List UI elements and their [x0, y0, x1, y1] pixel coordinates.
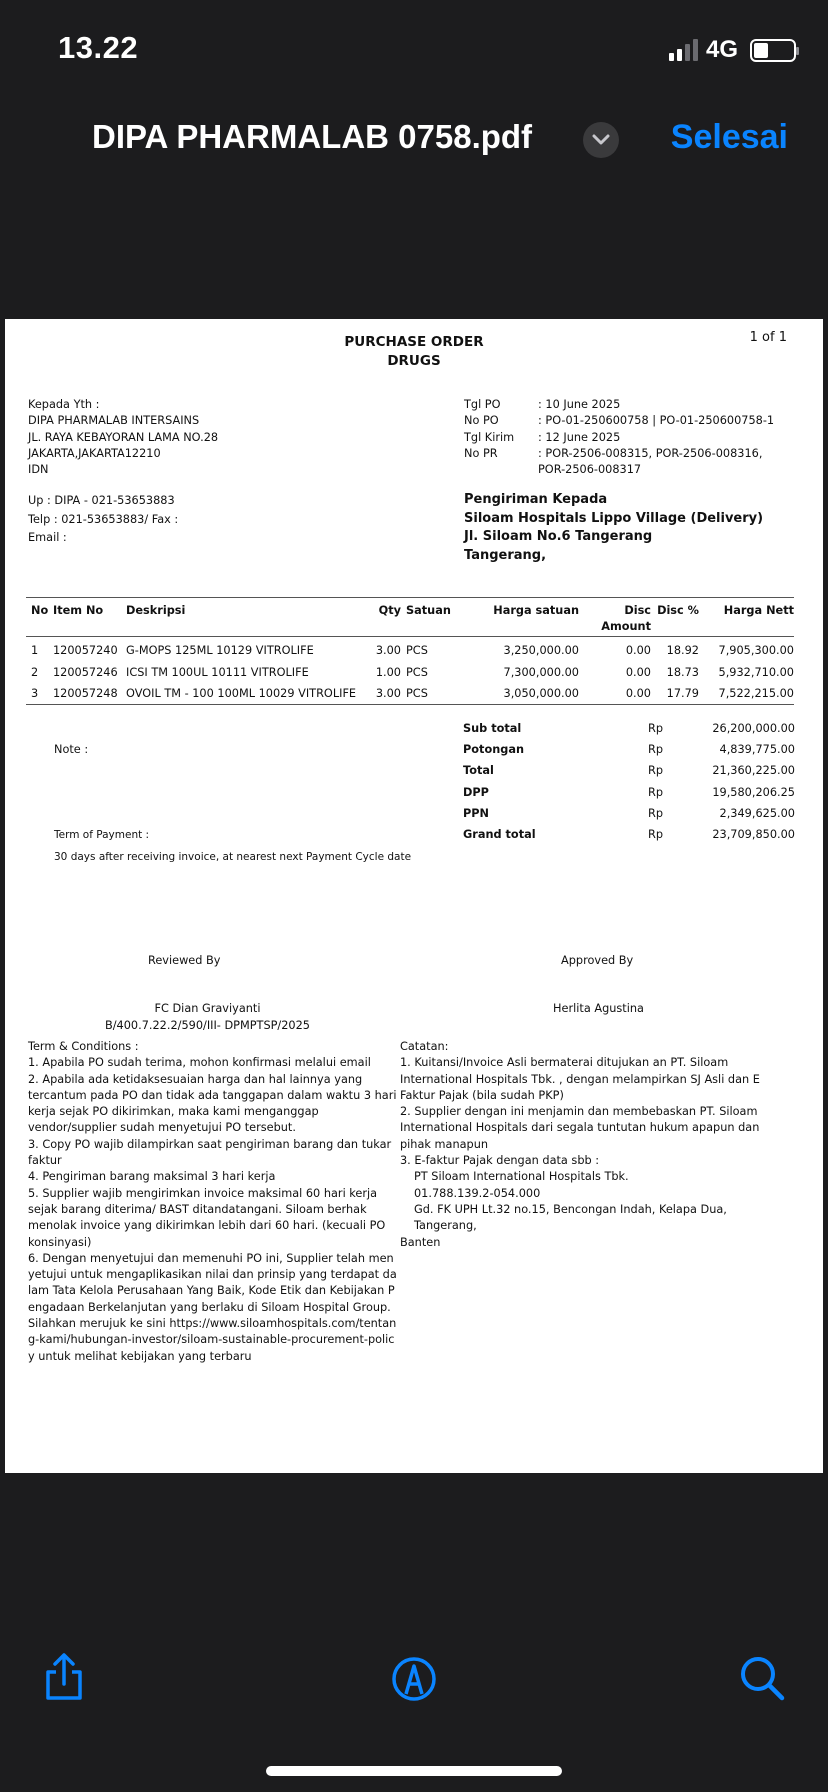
header-disc-pct: Disc % — [657, 604, 699, 617]
cell-item: 120057240 — [53, 644, 118, 657]
cell-no: 3 — [31, 687, 39, 700]
terms-title: Term & Conditions : — [28, 1040, 139, 1053]
term-of-payment-text: 30 days after receiving invoice, at nearest next Payment Cycle date — [54, 851, 412, 863]
meta-value: : 10 June 2025 — [538, 398, 621, 411]
catatan-detail: PT Siloam International Hospitals Tbk. — [414, 1170, 629, 1184]
cell-no: 2 — [31, 665, 39, 679]
cell-desc: OVOIL TM - 100 100ML 10029 VITROLIFE — [126, 687, 357, 700]
po-meta — [464, 397, 788, 478]
cell-desc: ICSI TM 100UL 10111 VITROLIFE — [126, 665, 309, 679]
catatan-notes — [400, 1039, 792, 1251]
terms-item: 1. Apabila PO sudah terima, mohon konfirmasi melalui email — [28, 1056, 371, 1070]
meta-value: : POR-2506-008315, POR-2506-008316, POR-2506-008317 — [538, 446, 763, 477]
meta-key: Tgl PO — [464, 398, 501, 411]
summary-row — [463, 824, 795, 845]
header-nett: Harga Nett — [723, 604, 794, 617]
summary-currency: Rp — [648, 743, 664, 757]
pdf-page[interactable] — [5, 319, 823, 1473]
summary-currency: Rp — [648, 785, 664, 799]
items-table — [26, 597, 794, 705]
header-no: No — [31, 604, 49, 617]
cell-nett: 7,905,300.00 — [718, 644, 794, 657]
catatan-detail: Banten — [400, 1235, 441, 1249]
cell-qty: 3.00 — [375, 687, 401, 700]
cell-harga: 3,250,000.00 — [503, 644, 579, 657]
header-qty: Qty — [378, 604, 401, 617]
summary-amount: 2,349,625.00 — [719, 806, 795, 820]
terms-item: 3. Copy PO wajib dilampirkan saat pengiriman barang dan tukar faktur — [28, 1137, 392, 1168]
cell-disc-amount: 0.00 — [625, 687, 651, 700]
summary-currency: Rp — [648, 806, 664, 820]
reviewed-by-label: Reviewed By — [148, 954, 221, 967]
markup-icon[interactable] — [390, 1652, 438, 1704]
catatan-title: Catatan: — [400, 1040, 449, 1053]
contact-line: Telp : 021-53653883/ Fax : — [28, 512, 179, 526]
summary-row — [463, 718, 795, 739]
summary-amount: 23,709,850.00 — [712, 828, 795, 842]
note-label: Note : — [54, 743, 89, 756]
summary-amount: 4,839,775.00 — [719, 743, 795, 757]
approver-name: Herlita Agustina — [553, 1002, 644, 1015]
table-row — [26, 680, 794, 702]
catatan-detail: Gd. FK UPH Lt.32 no.15, Bencongan Indah, Kelapa Dua, Tangerang, — [414, 1202, 727, 1233]
po-title-line2: DRUGS — [387, 353, 441, 369]
share-icon[interactable] — [40, 1652, 88, 1704]
cell-satuan: PCS — [406, 687, 428, 700]
summary-label: Grand total — [463, 828, 536, 842]
contact-info — [28, 492, 178, 548]
document-title[interactable]: DIPA PHARMALAB 0758.pdf — [92, 118, 533, 155]
address-line: IDN — [28, 463, 49, 477]
page-count: 1 of 1 — [749, 330, 787, 345]
search-icon[interactable] — [738, 1652, 786, 1704]
summary-amount: 19,580,206.25 — [712, 785, 795, 799]
meta-row — [464, 446, 788, 479]
header-disc-amount: Disc Amount — [601, 604, 651, 633]
battery-icon — [750, 39, 796, 62]
meta-row — [464, 413, 788, 429]
summary-row — [463, 782, 795, 803]
address-line: JL. RAYA KEBAYORAN LAMA NO.28 — [28, 430, 219, 444]
summary-currency: Rp — [648, 828, 664, 842]
status-indicators — [669, 36, 796, 64]
table-row — [26, 637, 794, 659]
meta-row — [464, 430, 788, 446]
cell-desc: G-MOPS 125ML 10129 VITROLIFE — [126, 644, 314, 657]
table-row — [26, 659, 794, 681]
address-line: JAKARTA,JAKARTA12210 — [28, 446, 161, 460]
cell-disc-amount: 0.00 — [625, 665, 651, 679]
po-title-line1: PURCHASE ORDER — [344, 334, 484, 350]
summary-label: PPN — [463, 806, 490, 820]
summary-amount: 21,360,225.00 — [712, 764, 795, 778]
meta-key: No PR — [464, 446, 498, 460]
shipping-line: Tangerang, — [464, 547, 547, 563]
header-item: Item No — [53, 604, 104, 617]
terms-item: 6. Dengan menyetujui dan memenuhi PO ini, Supplier telah menyetujui untuk mengaplikasikan nilai dan prinsip yang terdapat dalam Tata Kelola Perusahaan Yang Baik, Kode Etik dan Kebijakan Pengadaan Berkelanjutan yang berlaku di Siloam Hospital Group. Silahkan merujuk ke sini https://www.siloamhospitals.com/tentang-kami/hubungan-investor/siloam-sustainable-procurement-policy untuk melihat kebijakan yang terbaru — [28, 1251, 397, 1363]
cellular-signal-icon — [669, 39, 698, 61]
address-line: DIPA PHARMALAB INTERSAINS — [28, 414, 200, 428]
shipping-line: Siloam Hospitals Lippo Village (Delivery) — [464, 510, 764, 526]
term-of-payment-label: Term of Payment : — [54, 829, 150, 841]
catatan-detail: 01.788.139.2-054.000 — [414, 1186, 541, 1200]
summary-row — [463, 803, 795, 824]
meta-row — [464, 397, 788, 413]
contact-line: Email : — [28, 531, 67, 544]
summary-label: Total — [463, 764, 494, 778]
summary-label: DPP — [463, 785, 489, 799]
cell-disc-amount: 0.00 — [625, 644, 651, 657]
done-button[interactable]: Selesai — [670, 118, 788, 156]
cell-disc-pct: 18.92 — [666, 644, 699, 657]
chevron-down-icon[interactable] — [583, 122, 619, 158]
terms-item: 4. Pengiriman barang maksimal 3 hari kerja — [28, 1170, 276, 1184]
cell-item: 120057246 — [53, 665, 118, 679]
cell-nett: 7,522,215.00 — [718, 687, 794, 700]
cell-nett: 5,932,710.00 — [718, 665, 794, 679]
cell-harga: 3,050,000.00 — [503, 687, 579, 700]
header-satuan: Satuan — [406, 604, 451, 617]
summary-currency: Rp — [648, 764, 664, 778]
totals-summary — [463, 718, 795, 845]
meta-key: No PO — [464, 414, 499, 428]
terms-item: 5. Supplier wajib mengirimkan invoice maksimal 60 hari kerja sejak barang diterima/ BAST ditandatangani. Siloam berhak menolak invoice yang dikirimkan lebih dari 60 hari. (kecuali PO konsinyasi) — [28, 1186, 386, 1249]
cell-satuan: PCS — [406, 665, 428, 679]
recipient-address — [28, 397, 218, 478]
home-indicator[interactable] — [266, 1766, 562, 1776]
terms-and-conditions — [28, 1039, 398, 1365]
meta-key: Tgl Kirim — [464, 430, 515, 444]
catatan-item: 1. Kuitansi/Invoice Asli bermaterai ditujukan an PT. Siloam International Hospitals Tbk. , dengan melampirkan SJ Asli dan E Faktur Pajak (bila sudah PKP) — [400, 1056, 760, 1102]
summary-row — [463, 760, 795, 781]
contact-line: Up : DIPA - 021-53653883 — [28, 494, 175, 507]
summary-label: Potongan — [463, 743, 524, 757]
reviewer-signature — [105, 1000, 310, 1034]
meta-value: : 12 June 2025 — [538, 430, 621, 444]
approved-by-label: Approved By — [561, 954, 634, 967]
approver-signature — [496, 1000, 701, 1017]
cell-disc-pct: 18.73 — [666, 665, 699, 679]
catatan-item: 3. E-faktur Pajak dengan data sbb : — [400, 1154, 600, 1168]
cell-qty: 1.00 — [375, 665, 401, 679]
status-time: 13.22 — [58, 30, 139, 65]
cell-harga: 7,300,000.00 — [503, 665, 579, 679]
meta-value: : PO-01-250600758 | PO-01-250600758-1 — [538, 414, 775, 428]
shipping-line: Jl. Siloam No.6 Tangerang — [464, 529, 653, 544]
reviewer-id: B/400.7.22.2/590/III- DPMPTSP/2025 — [105, 1019, 310, 1032]
shipping-line: Pengiriman Kepada — [464, 492, 608, 507]
summary-amount: 26,200,000.00 — [712, 722, 795, 735]
table-header — [26, 598, 794, 637]
cell-qty: 3.00 — [375, 644, 401, 657]
summary-row — [463, 739, 795, 760]
po-title — [5, 333, 823, 371]
reviewer-name: FC Dian Graviyanti — [154, 1002, 261, 1015]
terms-item: 2. Apabila ada ketidaksesuaian harga dan hal lainnya yang tercantum pada PO dan tidak ada tanggapan dalam waktu 3 hari kerja sejak PO dikirimkan, maka kami menganggap vendor/supplier sudah menyetujui PO tersebut. — [28, 1072, 397, 1135]
cell-no: 1 — [31, 644, 39, 657]
summary-label: Sub total — [463, 722, 522, 735]
shipping-info — [464, 491, 763, 565]
cell-satuan: PCS — [406, 644, 428, 657]
header-desc: Deskripsi — [126, 604, 186, 617]
summary-currency: Rp — [648, 722, 664, 735]
header-harga: Harga satuan — [493, 604, 579, 617]
network-type: 4G — [705, 36, 738, 63]
cell-item: 120057248 — [53, 687, 118, 700]
address-line: Kepada Yth : — [28, 398, 100, 411]
catatan-item: 2. Supplier dengan ini menjamin dan membebaskan PT. Siloam International Hospitals dari segala tuntutan hukum apapun dan pihak manapun — [400, 1105, 760, 1151]
cell-disc-pct: 17.79 — [666, 687, 699, 700]
